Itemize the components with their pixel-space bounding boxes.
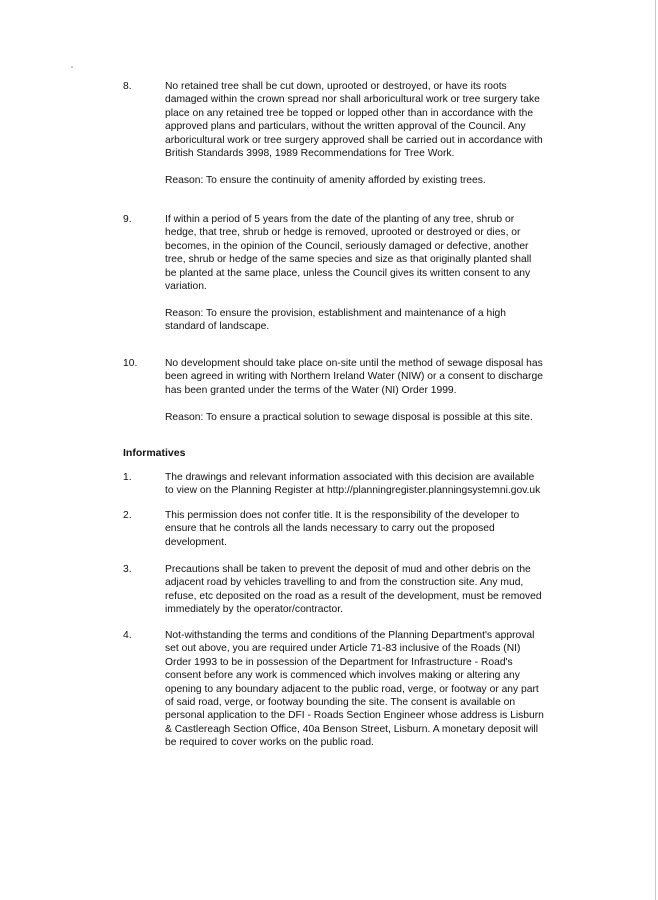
condition-reason: Reason: To ensure the continuity of amenity afforded by existing trees. — [165, 174, 486, 186]
informative-body — [165, 509, 560, 549]
informative-body — [165, 563, 560, 617]
condition-body — [165, 213, 560, 334]
condition-text: No development should take place on-site until the method of sewage disposal has been agreed in writing with Northern Ireland Water (NIW) or a consent to discharge has been granted under the terms of the Water (NI) Order 1999. — [165, 358, 543, 396]
condition-text: No retained tree shall be cut down, uprooted or destroyed, or have its roots damaged within the crown spread nor shall arboricultural work or tree surgery take place on any retained tree be topped or lopped other than in accordance with the approved plans and particulars, without the written approval of the Council. Any arboricultural work or tree surgery approved shall be carried out in accordance with British Standards 3998, 1989 Recommendations for Tree Work. — [165, 81, 543, 160]
informative-text: Not-withstanding the terms and conditions of the Planning Department's approval set out above, you are required under Article 71-83 inclusive of the Roads (NI) Order 1993 to be in possession of the Department for Infrastructure - Road's consent before any work is commenced which involves making or altering any opening to any boundary adjacent to the public road, verge, or footway or any part of said road, verge, or footway bounding the site. The consent is available on personal application to the DFI - Roads Section Engineer whose address is Lisburn & Castlereagh Section Office, 40a Benson Street, Lisburn. A monetary deposit will be required to cover works on the public road. — [165, 630, 544, 749]
condition-reason: Reason: To ensure a practical solution to sewage disposal is possible at this site. — [165, 411, 533, 423]
informatives-heading: Informatives — [123, 447, 186, 459]
informative-body — [165, 629, 560, 750]
condition-number: 8. — [123, 81, 132, 92]
informative-text: The drawings and relevant information associated with this decision are available to view on the Planning Register at http://planningregister.planningsystemni.gov.uk — [165, 472, 541, 497]
scan-speck — [71, 66, 73, 68]
condition-number: 9. — [123, 214, 132, 225]
condition-body — [165, 80, 560, 187]
informative-number: 2. — [123, 510, 132, 521]
condition-number: 10. — [123, 358, 138, 369]
informative-body — [165, 471, 560, 498]
informative-number: 1. — [123, 472, 132, 483]
condition-text: If within a period of 5 years from the date of the planting of any tree, shrub or hedge, that tree, shrub or hedge is removed, uprooted or destroyed or dies, or becomes, in the opinion of the Council, seriously damaged or defective, another tree, shrub or hedge of the same species and size as that originally planted shall be planted at the same place, unless the Council gives its written consent to any variation. — [165, 214, 532, 293]
informative-number: 4. — [123, 630, 132, 641]
condition-body — [165, 357, 560, 424]
informative-number: 3. — [123, 564, 132, 575]
informative-text: Precautions shall be taken to prevent the deposit of mud and other debris on the adjacent road by vehicles travelling to and from the construction site. Any mud, refuse, etc deposited on the road as a result of the development, must be removed immediately by the operator/contractor. — [165, 564, 542, 616]
condition-reason: Reason: To ensure the provision, establishment and maintenance of a high standard of landscape. — [165, 307, 506, 333]
informative-text: This permission does not confer title. It is the responsibility of the developer to ensure that he controls all the lands necessary to carry out the proposed development. — [165, 510, 520, 548]
